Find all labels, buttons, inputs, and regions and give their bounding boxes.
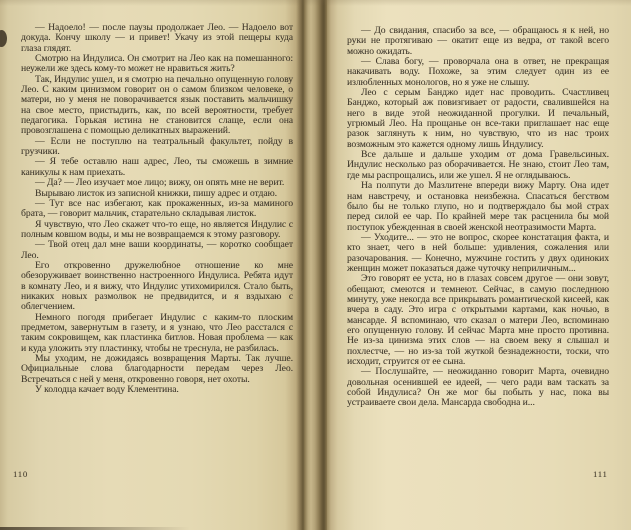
left-page-number: 110: [13, 469, 28, 479]
paragraph: У колодца качает воду Клементина.: [35, 384, 179, 396]
paragraph: Вырываю листок из записной книжки, пишу адрес и отдаю.: [35, 187, 278, 199]
paragraph: Я чувствую, что Лео скажет что-то еще, но является Индулис с полным ковшом воды, и мы не возвращаемся к этому разговору.: [21, 218, 293, 240]
right-page-text: [347, 26, 609, 409]
left-page: [0, 0, 303, 530]
paragraph: Смотрю на Индулиса. Он смотрит на Лео как на помешанного: неужели же здесь кому-то может не нравиться жить?: [21, 53, 293, 75]
paragraph: — Ухо́дите... — это не вопрос, скорее констатация факта, и кто знает, чего в ней больше: удивления, сожаления или разочарования. — Конечно, мужчине гостить у двух одиноких женщин может показаться даже чуточку неприличным...: [347, 231, 609, 274]
book-gutter: [303, 0, 327, 530]
left-page-text: [21, 23, 293, 395]
paragraph: — Надоело! — после паузы продолжает Лео. — Надоело вот докуда. Кончу школу — и привет! Укачу из этой пещеры куда глаза глядят.: [21, 22, 293, 54]
paragraph: — До свидания, спасибо за все, — обращаюсь я к ней, но руки не протягиваю — окатит еще из ведра, от такой всего можно ожидать.: [347, 25, 609, 57]
paragraph: Его откровенно дружелюбное отношение ко мне обезоруживает воинственно настроенного Индулиса. Ребята идут в комнату Лео, и я вижу, что Индулис утихомирился. Стало быть, никаких новых размолвок не предвидится, и я вздыхаю с облегчением.: [21, 259, 293, 313]
paragraph: Все дальше и дальше уходим от дома Гравельсиных. Индулис несколько раз оборачивается. Не знаю, стоит Лео там, где мы распрощались, или же ушел. Я не оглядываюсь.: [347, 149, 609, 181]
paragraph: — Слава богу, — проворчала она в ответ, не прекращая накачивать воду. Похоже, за этим следует один из ее излюбленных монологов, но я уже не слышу.: [347, 56, 609, 88]
paragraph: На полпути до Мазлитене впереди вижу Марту. Она идет нам навстречу, и остановка неизбежна. Спасаться бегством было бы не только глупо, но и подтверждало бы мой страх перед силой ее чар. По крайней мере так расценила бы мой поступок убежденная в своей женской неотразимости Марта.: [347, 180, 609, 233]
right-page-number: 111: [593, 469, 608, 479]
paragraph: Так, Индулис ушел, и я смотрю на печально опущенную голову Лео. С каким цинизмом говорит он о самом близком человеке, о матери, но у меня не поворачивается язык поставить мальчишку на свое место, пристыдить, как, по всей вероятности, требует педагогика. Горькая истина не становится слаще, если она провозглашена с помощью деликатных выражений.: [21, 73, 293, 137]
page-top-shading: [0, 0, 631, 6]
paragraph: Лео с серым Банджо идет нас проводить. Счастливец Банджо, который аж повизгивает от радости, свалившейся на него в виде этой неожиданной прогулки. И печальный, угрюмый Лео. На прощанье он все-таки приглашает нас еще разок заглянуть к ним, но чувствую, что из нас троих возможным это кажется одному лишь Индулису.: [347, 87, 609, 150]
paragraph: — Послушайте, — неожиданно говорит Марта, очевидно довольная осенившей ее идеей, — чего ради вам таскать за собой Индулиса? Он же мог бы побыть у нас, пока вы устраиваете свои дела. Мансарда свободна и...: [347, 366, 609, 409]
right-page: [327, 0, 631, 530]
paragraph: — Я тебе оставлю наш адрес, Лео, ты сможешь в зимние каникулы к нам приехать.: [21, 156, 293, 178]
paragraph: Немного погодя прибегает Индулис с каким-то плоским предметом, завернутым в газету, и я узнаю, что Лео расстался с таким сокровищем, как пластинка битлов. Новая проблема — как и куда уложить эту пластинку, чтобы не треснула, не разбилась.: [21, 311, 293, 354]
paragraph: Мы уходим, не дожидаясь возвращения Марты. Так лучше. Официальные слова благодарности передам через Лео. Встречаться с ней у меня, откровенно говоря, нет охоты.: [21, 353, 293, 385]
paragraph: — Да? — Лео изучает мое лицо; вижу, он опять мне не верит.: [35, 177, 285, 189]
paragraph: — Если не поступлю на театральный факультет, пойду в грузчики.: [21, 135, 293, 158]
paragraph: Это говорят ее уста, но в глазах совсем другое — они зовут, обещают, смеются и темнеют. Сейчас, в самую последнюю минуту, уже некогда все прикрывать романтической кисеей, как вчера в саду. Это игра с открытыми картами, как ночью, в мансарде. Я вспоминаю, что сказал о матери Лео, вспоминаю его опущенную голову. И сейчас Марта мне просто противна. Не из-за цинизма этих слов — на своем веку я слышал и похлестче, — но из-за той жуткой безнадежности, тоски, что исходит, струится от ее сына.: [347, 273, 609, 367]
paragraph: — Твой отец дал мне ваши координаты, — коротко сообщает Лео.: [21, 239, 293, 261]
paragraph: — Тут все нас избегают, как прокаженных, из-за маминого брата, — говорит мальчик, старательно складывая листок.: [21, 197, 293, 220]
